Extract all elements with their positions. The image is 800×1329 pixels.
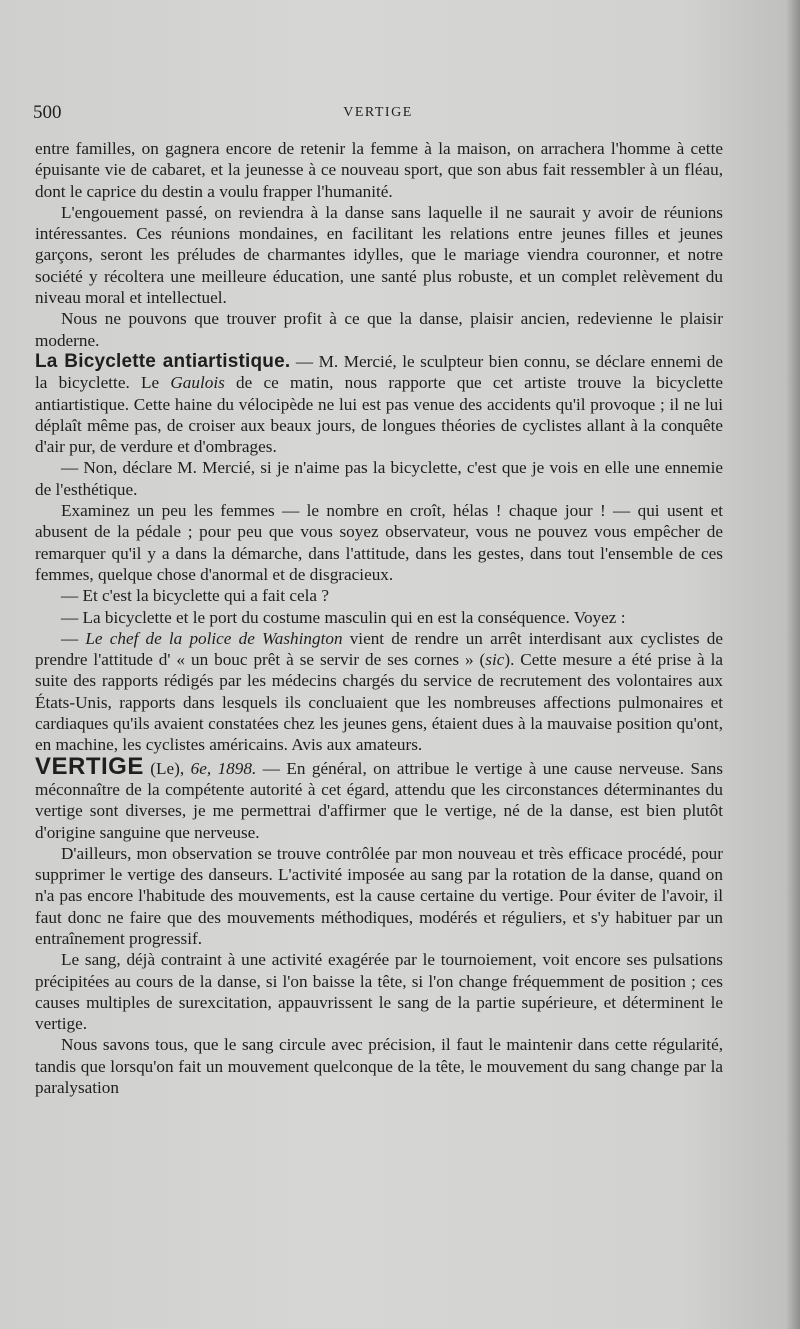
paragraph-text: — M. Mercié, le sculpteur bien connu, se déclare ennemi de la bicyclette. Le (35, 351, 724, 393)
page-edge-shadow (786, 0, 800, 1329)
entry-heading: VERTIGE (35, 752, 144, 780)
paragraph: entre familles, on gagnera encore de retenir la femme à la maison, on arrachera l'homme à cette épuisante vie de cabaret, et la jeunesse à ce nouveau sport, que son abus fait ressembler à un fléau, dont le caprice du destin a voulu frapper l'humanité. (35, 139, 723, 201)
running-head: VERTIGE (343, 105, 413, 120)
italic-text: sic (485, 650, 505, 670)
paragraph: Le sang, déjà contraint à une activité exagérée par le tournoiement, voit encore ses pulsations précipitées au cours de la danse, si l'on baisse la tête, si l'on change fréquemment de position ; ces causes multiples de surexcitation, appauvrissent le sang de la partie supérieure, et déterminent le vertige. (35, 950, 723, 1034)
paragraph-washington (35, 628, 723, 756)
paragraph: Nous savons tous, que le sang circule avec précision, il faut le maintenir dans cette régularité, tandis que lorsqu'on fait un mouvement quelconque de la tête, le mouvement du sang change par la paralysation (35, 1035, 723, 1098)
paragraph: Examinez un peu les femmes — le nombre en croît, hélas ! chaque jour ! — qui usent et abusent de la pédale ; pour peu que vous soyez observateur, vous ne pouvez vous empêcher de remarquer qu'il y a dans la démarche, dans l'attitude, dans les gestes, dans tout l'ensemble de ces femmes, quelque chose d'anormal et de disgracieux. (35, 501, 723, 584)
paragraph-text: vient de rendre un arrêt interdisant aux cyclistes de prendre l'attitude d' « un bouc prêt à se servir de ses cornes » ( (35, 628, 723, 670)
paragraph-text: — En général, on attribue le vertige à une cause nerveuse. Sans méconnaître de la compétente autorité à cet égard, attendu que les circonstances déterminantes du vertige sont diverses, je me permettrai d'affirmer que le vertige, né de la danse, est bien plutôt d'origine sanguine que nerveuse. (35, 758, 723, 842)
italic-text: Le chef de la police de Washington (85, 628, 343, 648)
paragraph: — Et c'est la bicyclette qui a fait cela ? (61, 586, 329, 606)
entry-heading: La Bicyclette antiartistique. (35, 350, 291, 372)
page-number: 500 (33, 102, 62, 123)
italic-text: Gaulois (170, 373, 225, 393)
paragraph-bicyclette (35, 351, 723, 457)
page-header (33, 102, 723, 128)
paragraph: — Non, déclare M. Mercié, si je n'aime pas la bicyclette, c'est que je vois en elle une ennemie de l'esthétique. (35, 458, 723, 499)
paragraph-text: de ce matin, nous rapporte que cet artiste trouve la bicyclette antiartistique. Cette haine du vélocipède ne lui est pas venue des accidents qu'il provoque ; il ne lui déplaît même pas, de croiser aux beaux jours, de longues théories de cyclistes allant à la conquête d'air pur, de verdure et d'ombrages. (35, 373, 723, 457)
body-text (35, 138, 723, 1098)
paragraph-vertige (35, 752, 723, 843)
paragraph-text: ). Cette mesure a été prise à la suite des rapports rédigés par les médecins chargés du service de recrutement des volontaires aux États-Unis, rapports dans lesquels ils concluaient que les nombreuses affections pulmonaires et cardiaques qu'ils avaient constatées chez les jeunes gens, étaient dues à la mauvaise position qu'ont, en machine, les cyclistes américains. Avis aux amateurs. (35, 650, 723, 755)
paragraph: D'ailleurs, mon observation se trouve contrôlée par mon nouveau et très efficace procédé, pour supprimer le vertige des danseurs. L'activité imposée au sang par la rotation de la danse, quand on n'a pas encore l'habitude des mouvements, est la cause certaine du vertige. Pour éviter de l'avoir, il faut donc ne faire que des mouvements méthodiques, modérés et réguliers, et s'y habituer par un entraînement progressif. (35, 843, 723, 948)
paragraph: Nous ne pouvons que trouver profit à ce que la danse, plaisir ancien, redevienne le plaisir moderne. (35, 309, 723, 350)
paragraph: — La bicyclette et le port du costume masculin qui en est la conséquence. Voyez : (61, 607, 626, 627)
paragraph-text: — (61, 628, 86, 648)
paragraph-text: (Le), (143, 758, 191, 778)
paragraph: L'engouement passé, on reviendra à la danse sans laquelle il ne saurait y avoir de réunions intéressantes. Ces réunions mondaines, en facilitant les relations entre jeunes filles et jeunes garçons, seront les préludes de charmantes idylles, que le mariage viendra couronner, et notre société y récoltera une meilleure éducation, une santé plus robuste, et un complet relèvement du niveau moral et intellectuel. (35, 202, 723, 308)
italic-text: 6e, 1898. (190, 758, 257, 778)
